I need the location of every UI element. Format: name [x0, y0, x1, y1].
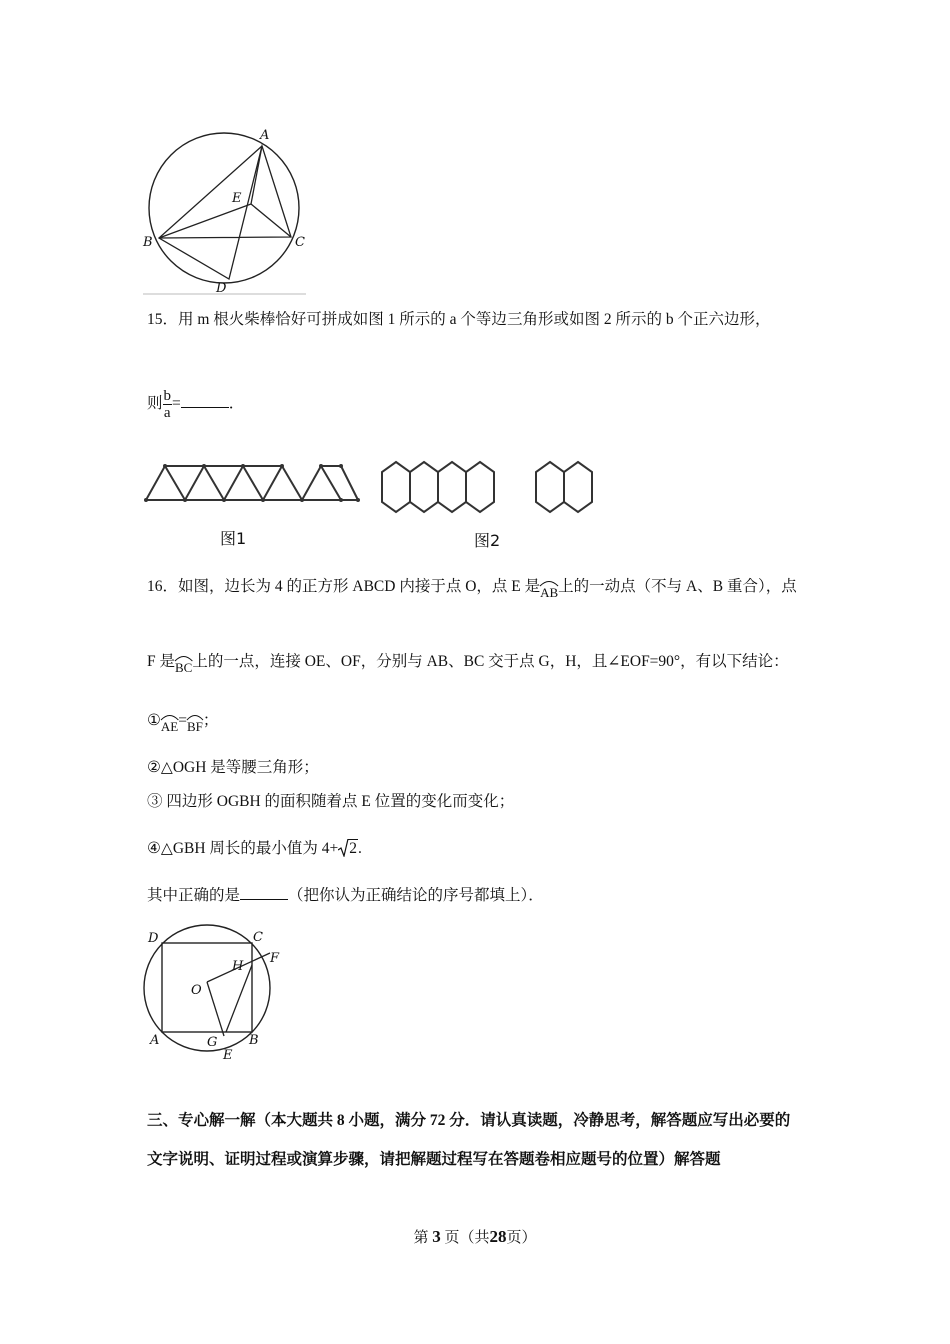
arc-ab: AB: [540, 577, 558, 599]
label-e: E: [232, 191, 242, 206]
page-footer: 第 3 页（共28页）: [413, 1227, 537, 1246]
conclusion-4: ④△GBH 周长的最小值为 4+ 2.: [147, 838, 362, 860]
sqrt-2: 2: [338, 838, 358, 860]
square-in-circle-figure: [140, 922, 290, 1067]
fig2-label: 图2: [474, 531, 501, 550]
label-a: A: [260, 128, 270, 143]
conclusion-2: ②△OGH 是等腰三角形；: [147, 759, 319, 776]
answer-blank-q16[interactable]: [240, 885, 288, 900]
triangle-row-figure: [140, 458, 362, 508]
page-number: 3: [432, 1227, 441, 1246]
svg-text:F: F: [270, 951, 280, 966]
label-c: C: [295, 235, 305, 250]
svg-text:O: O: [191, 983, 202, 998]
conclusion-1: ① AE= BF；: [147, 712, 219, 734]
q15-suffix: ．: [228, 395, 245, 413]
section3-line2: 文字说明、证明过程或演算步骤，请把解题过程写在答题卷相应题号的位置）解答题: [147, 1151, 721, 1168]
label-d: D: [216, 281, 227, 296]
section3-line1: 三、专心解一解（本大题共 8 小题，满分 72 分．请认真读题，冷静思考，解答题应写出必要的: [147, 1112, 791, 1129]
svg-text:B: B: [249, 1033, 259, 1048]
q15-equals: =: [172, 395, 181, 413]
arc-bf: BF: [187, 711, 203, 733]
q15-line1: 15．用 m 根火柴棒恰好可拼成如图 1 所示的 a 个等边三角形或如图 2 所示的 b 个正六边形，: [147, 311, 771, 328]
q16-line2: F 是 BC上的一点，连接 OE、OF，分别与 AB、BC 交于点 G，H，且∠EOF=90°，有以下结论：: [147, 653, 789, 675]
hexagon-row-two-figure: [532, 458, 604, 518]
arc-ae: AE: [161, 711, 178, 733]
svg-text:G: G: [207, 1035, 218, 1050]
hexagon-row-four-figure: [378, 458, 510, 518]
svg-text:E: E: [223, 1048, 233, 1063]
answer-blank[interactable]: [181, 393, 229, 408]
q16-answer-line: 其中正确的是 （把你认为正确结论的序号都填上）．: [147, 887, 544, 904]
svg-text:D: D: [148, 931, 159, 946]
total-pages: 28: [489, 1227, 507, 1246]
svg-text:A: A: [150, 1033, 160, 1048]
svg-text:H: H: [232, 959, 244, 974]
circle-triangle-figure: [138, 122, 313, 297]
conclusion-3: ③ 四边形 OGBH 的面积随着点 E 位置的变化而变化；: [147, 793, 515, 810]
svg-text:C: C: [253, 930, 263, 945]
fraction-b-over-a: $\frac{b}{a}$: [163, 388, 172, 421]
arc-bc: BC: [175, 652, 192, 674]
fig1-label: 图1: [220, 529, 247, 548]
q16-line1: 16．如图，边长为 4 的正方形 ABCD 内接于点 O，点 E 是 AB上的一动点（不与 A、B 重合），点: [147, 578, 797, 600]
q15-line2: [147, 388, 244, 421]
label-b: B: [143, 235, 153, 250]
q15-prefix: 则: [147, 395, 163, 413]
